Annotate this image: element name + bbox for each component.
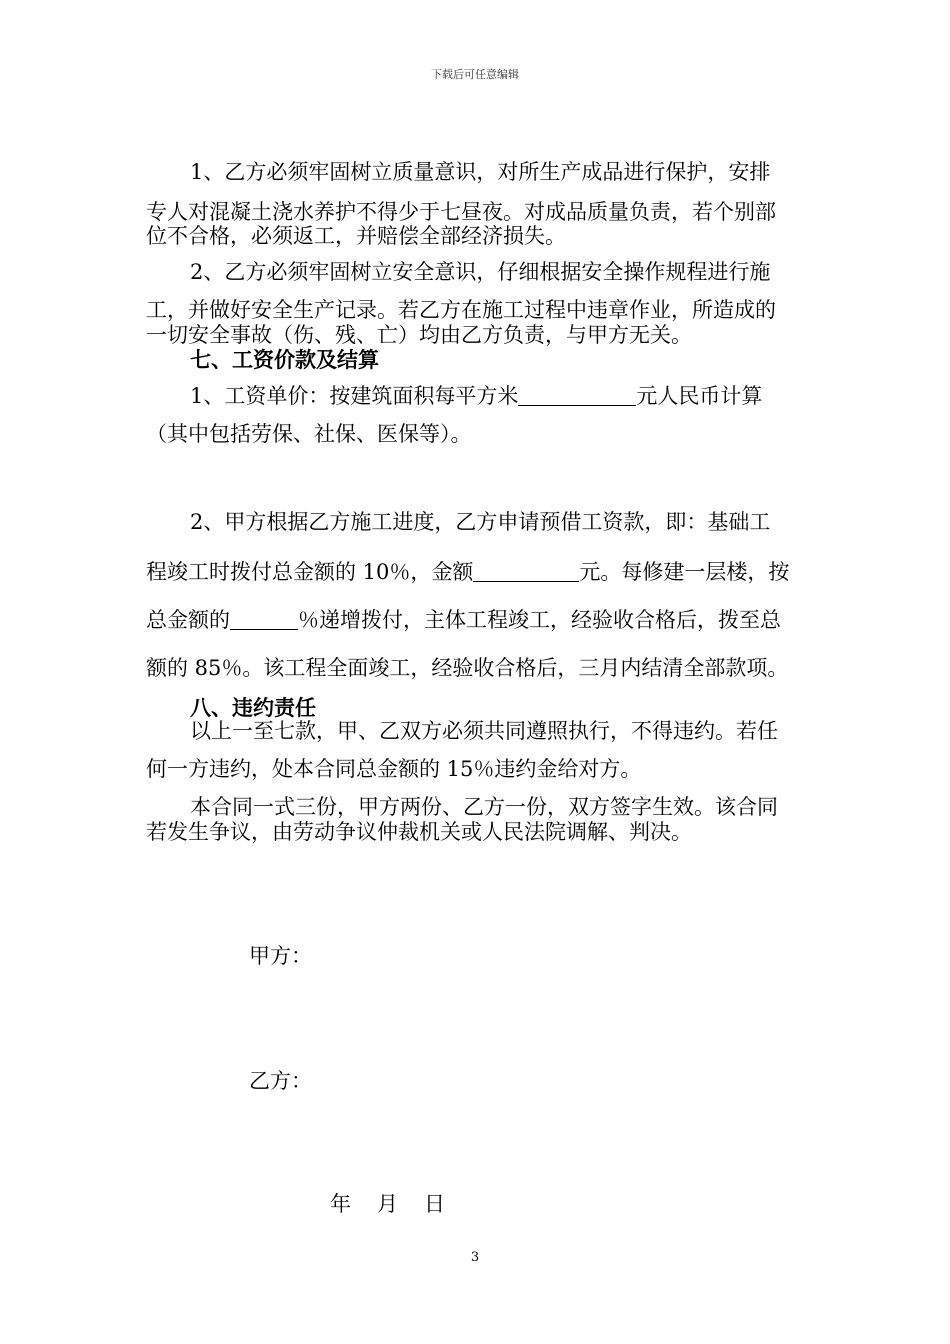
clause-7-2-text-c1: 总金额的 (146, 608, 230, 632)
clause-8-1-line-1: 以上一至七款，甲、乙双方必须共同遵照执行，不得违约。若任 (190, 719, 778, 743)
day-label: 日 (424, 1192, 445, 1216)
section-7-title: 七、工资价款及结算 (190, 347, 379, 372)
clause-7-2-line-2 (146, 561, 789, 583)
unit-price-blank (518, 385, 636, 406)
clause-7-2-line-3 (146, 609, 781, 631)
year-label: 年 (330, 1192, 351, 1216)
party-b-label: 乙方： (249, 1069, 312, 1093)
clause-7-1-text-a: 1、工资单价：按建筑面积每平方米 (190, 384, 519, 408)
clause-7-2-line-1: 2、甲方根据乙方施工进度，乙方申请预借工资款，即：基础工 (190, 510, 771, 534)
clause-7-1-line-2: （其中包括劳保、社保、医保等）。 (146, 422, 472, 446)
clause-7-2-text-b1: 程竣工时拨付总金额的 10％，金额 (146, 560, 474, 584)
clause-7-2-text-b2: 元。每修建一层楼，按 (579, 560, 790, 584)
amount-blank (473, 561, 579, 582)
page-number: 3 (470, 1250, 480, 1265)
clause-7-1-text-b: 元人民币计算 (636, 384, 763, 408)
clause-7-2-text-c2: ％递增拨付，主体工程竣工，经验收合格后，拨至总 (298, 608, 781, 632)
clause-8-1-line-2: 何一方违约，处本合同总金额的 15％违约金给对方。 (146, 757, 642, 781)
clause-6-1-line-3: 位不合格，必须返工，并赔偿全部经济损失。 (146, 224, 566, 248)
clause-6-2-line-3: 一切安全事故（伤、残、亡）均由乙方负责，与甲方无关。 (146, 323, 692, 347)
clause-6-2-line-1: 2、乙方必须牢固树立安全意识，仔细根据安全操作规程进行施 (190, 260, 771, 284)
clause-8-2-line-1: 本合同一式三份，甲方两份、乙方一份，双方签字生效。该合同 (190, 795, 778, 819)
clause-6-1-line-1: 1、乙方必须牢固树立质量意识，对所生产成品进行保护，安排 (190, 160, 771, 184)
page-header: 下载后可任意编辑 (431, 68, 519, 81)
party-a-label: 甲方： (249, 944, 312, 968)
clause-6-1-line-2: 专人对混凝土浇水养护不得少于七昼夜。对成品质量负责，若个别部 (146, 200, 776, 224)
clause-6-2-line-2: 工，并做好安全生产记录。若乙方在施工过程中违章作业，所造成的 (146, 298, 776, 322)
clause-8-2-line-2: 若发生争议，由劳动争议仲裁机关或人民法院调解、判决。 (146, 820, 692, 844)
percent-blank (230, 609, 298, 630)
clause-7-2-line-4: 额的 85％。该工程全面竣工，经验收合格后，三月内结清全部款项。 (146, 656, 789, 680)
clause-7-1-line-1 (190, 385, 762, 407)
month-label: 月 (377, 1192, 398, 1216)
section-8-title: 八、违约责任 (190, 695, 316, 720)
date-line (330, 1194, 445, 1215)
